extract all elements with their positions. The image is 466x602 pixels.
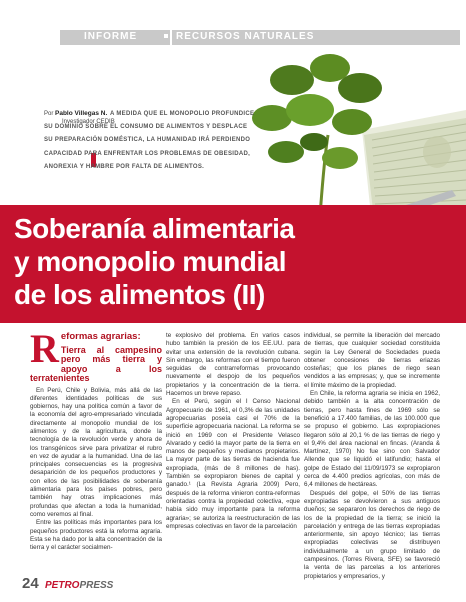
paragraph: te explosivo del problema. En varios casos hubo también la presión de los EE.UU. para evitar una extensión de la revolución cubana. Sin embargo, las reformas con el tiempo fueron seguidas de contrarreformas provocando nuevamente el despojo de los pequeños propietarios y la concentración de la tierra. Hacemos un breve repaso. [166, 332, 300, 398]
subheading-lead: eformas agrarias: [60, 331, 141, 342]
text-column-3 [304, 332, 440, 581]
subheading-rest: Tierra al campesino pero más tierra y apoyo a los terratenientes [30, 344, 162, 383]
header-dot [164, 34, 168, 38]
paragraph: individual, se permite la liberación del mercado de tierras, que cualquier sociedad constituida según la Ley General de Sociedades pueda obtener concesiones de tierras eriazas costeñas; que los planes de riego sean vendidos a las empresas; y, que se incremente el límite máximo de la propiedad. [304, 332, 440, 389]
paragraph: Después del golpe, el 50% de las tierras expropiadas se devolvieron a sus antiguos dueños; se separaron los derechos de riego de los de la propiedad de la tierra; se inició la parcelación y entrega de las tierras expropiadas anteriormente, sin apoyo técnico; las tierras expropiadas colectivas se distribuyen individualmente a un grupo limitado de campesinos. (Torres Rivera, SFE) se favoreció la venta de las parcelas a los anteriores propietarios y empresarios, y [304, 489, 440, 580]
title-line-3: de los alimentos (II) [14, 279, 265, 310]
intro-text: A MEDIDA QUE EL MONOPOLIO PROFUNDICE SU DOMINIO SOBRE EL CONSUMO DE ALIMENTOS Y DESPLACE SU PREPARACIÓN DOMÉSTICA, LA HUMANIDAD IRÁ PERDIENDO CAPACIDAD PARA ENFRENTAR LOS PROBLEMAS DE OBESIDAD, ANOREXIA Y HAMBRE POR FALTA DE ALIMENTOS. [44, 111, 255, 170]
logo-part-b: PRESS [79, 580, 114, 591]
title-line-1: Soberanía alimentaria [14, 213, 295, 244]
subheading [30, 326, 162, 384]
logo-part-a: PETRO [45, 580, 80, 591]
paragraph: En Chile, la reforma agraria se inicia en 1962, debido también a la alta concentración de tierras, pero hasta fines de 1969 sólo se benefició a 17.400 familias, de las 100.000 que se propuso el gobierno. Las expropiaciones llegaron sólo al 20,1 % de las tierras de riego y el 9,4% del área nacional en fincas. (Aranda & Martínez, 1970) No fue sino con Salvador Allende que se liquidó el latifundio; hasta el golpe de Estado del 11/09/1973 se expropiaron cerca de 4.400 predios agrícolas, con más de 6,4 millones de hectáreas. [304, 390, 440, 489]
intro-lead [44, 108, 256, 174]
paragraph: Entre las políticas más importantes para los pequeños productores está la reforma agraria. Esta se ha dado por la alta concentración de la tierra y el carácter socialmen- [30, 519, 162, 552]
author-name: Pablo Villegas N. [55, 110, 108, 117]
title-line-2: y monopolio mundial [14, 246, 287, 277]
article-title [14, 212, 414, 311]
text-column-1 [30, 326, 162, 552]
text-column-2 [166, 332, 300, 531]
magazine-logo [45, 580, 113, 591]
plant-icon [252, 54, 382, 216]
drop-cap: R [30, 326, 59, 371]
topic-label: RECURSOS NATURALES [176, 31, 315, 42]
section-label: INFORME [84, 31, 138, 42]
author-role: Investigador CEDIB [62, 119, 115, 125]
page-number: 24 [22, 575, 39, 592]
author-prefix: Por [44, 111, 54, 117]
paragraph: En el Perú, según el I Censo Nacional Agropecuario de 1961, el 0,3% de las unidades agropecuarias poseía casi el 70% de la superficie agropecuaria nacional. La reforma se inició en 1969 con el Presidente Velasco Alvarado y cedió la mayor parte de la tierra en manos de pequeños y medianos propietarios. La mayor parte de las tierras de hacienda fue expropiada, (más de 8 millones de has). También se expropiaron bienes de capital y ganado.¹ (La Revista Agraria 2009) Pero, después de la reforma vinieron contra-reformas orientadas contra la propiedad colectiva, «que había sido muy importante para la reforma agraria»; se autoriza la reestructuración de las empresas colectivas en favor de la parcelación [166, 398, 300, 530]
paragraph: En Perú, Chile y Bolivia, más allá de las diferentes identidades políticas de sus gobiernos, hay una política común a favor de la economía del agro-empresariado vinculada directamente al monopolio mundial de los alimentos y de la agricultura, donde la tecnología de la revolución verde y ahora de los transgénicos sirve para privatizar el rubro en vez de ayudar a la humanidad. Una de las principales consecuencias es la progresiva desaparición de los pequeños productores y con ellos de las posibilidades de soberanía alimentaria para los países pobres, pero también hay otras implicaciones más profundas que afectan a toda la humanidad, como veremos al final. [30, 386, 162, 518]
